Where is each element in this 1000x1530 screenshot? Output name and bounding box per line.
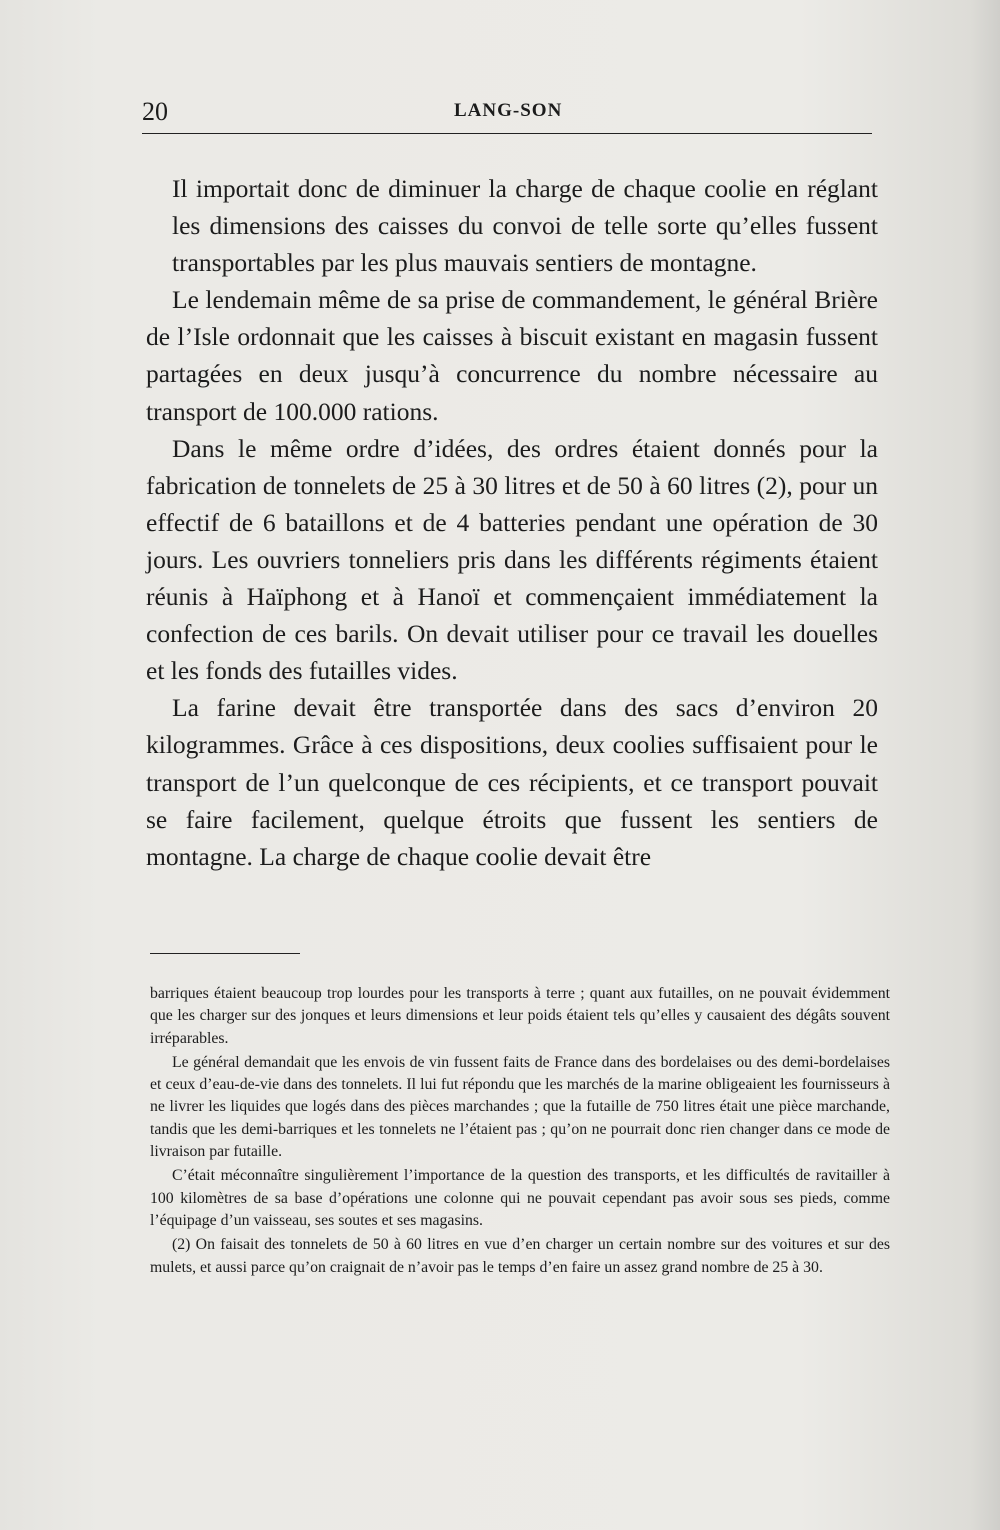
- body-paragraph: Le lendemain même de sa prise de commandement, le général Brière de l’Isle ordonnait que les caisses à biscuit existant en magasin fussent partagées en deux jusqu’à concurrence du nombre nécessaire au transport de 100.000 rations.: [146, 285, 878, 426]
- page-header: [142, 97, 872, 127]
- footnote-paragraph: barriques étaient beaucoup trop lourdes pour les transports à terre ; quant aux futailles, on ne pouvait évidemment que les charger sur des jonques et leurs dimensions et leur poids étaient tels qu’elles y causaient des dégâts souvent irréparables.: [150, 985, 890, 1047]
- page-number: 20: [142, 97, 168, 126]
- footnote-paragraph: C’était méconnaître singulièrement l’importance de la question des transports, et les difficultés de ravitailler à 100 kilomètres de sa base d’opérations une colonne qui ne pouvait cependant pas avoir sous ses pieds, comme l’équipage d’un vaisseau, ses soutes et ses magasins.: [150, 1167, 890, 1229]
- running-title: LANG-SON: [454, 100, 563, 121]
- body-paragraph: Il importait donc de diminuer la charge de chaque coolie en réglant les dimensions des caisses du convoi de telle sorte qu’elles fussent transportables par les plus mauvais sentiers de montagne.: [172, 174, 878, 278]
- footnote-separator: [150, 953, 300, 954]
- footnotes: [150, 983, 890, 1281]
- footnote-paragraph: (2) On faisait des tonnelets de 50 à 60 litres en vue d’en charger un certain nombre sur des voitures et sur des mulets, et aussi parce qu’on craignait de n’avoir pas le temps d’en faire un assez grand nombre de 25 à 30.: [150, 1236, 890, 1276]
- footnote-paragraph: Le général demandait que les envois de vin fussent faits de France dans des bordelaises ou des demi-bordelaises et ceux d’eau-de-vie dans des tonnelets. Il lui fut répondu que les marchés de la marine obligeaient les fournisseurs à ne livrer les liquides que logés dans des pièces marchandes ; que la futaille de 750 litres était une pièce marchande, tandis que les demi-barriques et les tonnelets ne l’étaient pas ; qu’on ne pourrait donc rien changer dans ce mode de livraison par futaille.: [150, 1053, 890, 1161]
- header-rule: [142, 133, 872, 134]
- body-paragraph: Dans le même ordre d’idées, des ordres étaient donnés pour la fabrication de tonnelets de 25 à 30 litres et de 50 à 60 litres (2), pour un effectif de 6 bataillons et de 4 batteries pendant une opération de 30 jours. Les ouvriers tonneliers pris dans les différents régiments étaient réunis à Haïphong et à Hanoï et commençaient immédiatement la confection de ces barils. On devait utiliser pour ce travail les douelles et les fonds des futailles vides.: [146, 433, 878, 686]
- body-paragraph: La farine devait être transportée dans des sacs d’environ 20 kilogrammes. Grâce à ces dispositions, deux coolies suffisaient pour le transport de l’un quelconque de ces récipients, et ce transport pouvait se faire facilement, quelque étroits que fussent les sentiers de montagne. La charge de chaque coolie devait être: [146, 693, 878, 871]
- main-text: [146, 170, 878, 875]
